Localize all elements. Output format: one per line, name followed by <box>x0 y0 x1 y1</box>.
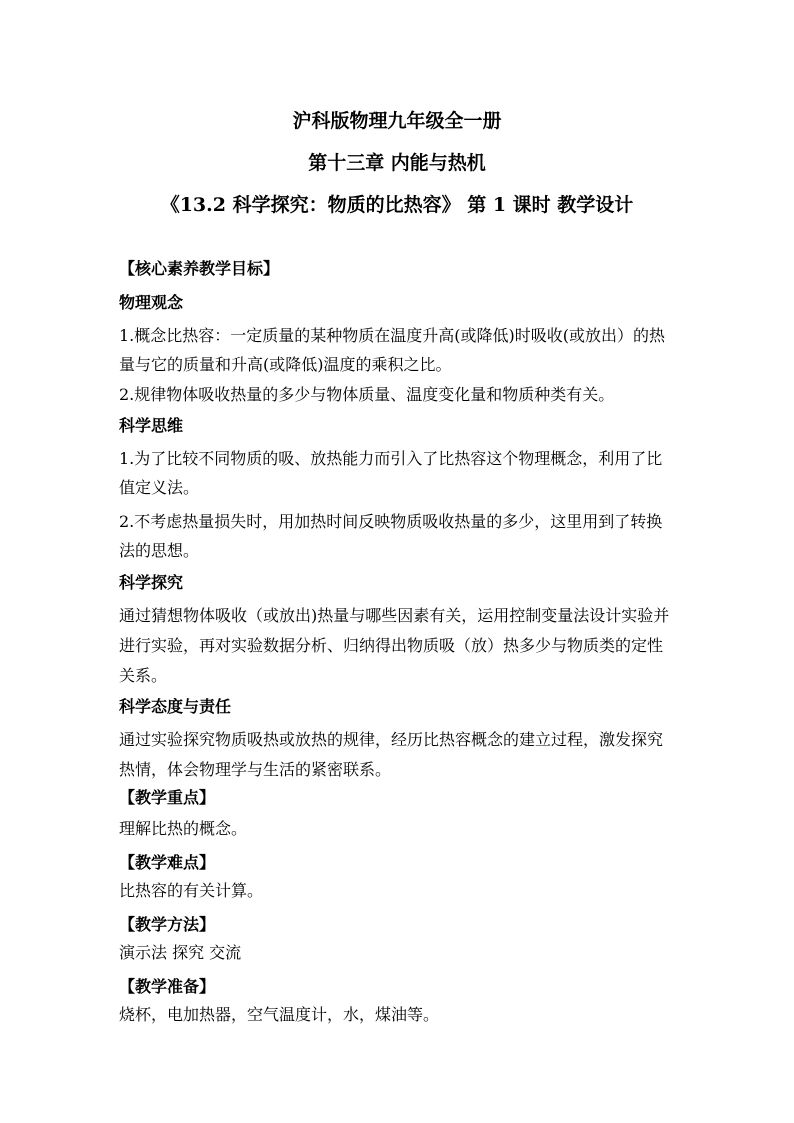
core-goals-heading: 【核心素养教学目标】 <box>119 259 280 278</box>
physics-concept-line-1: 1.概念比热容：一定质量的某种物质在温度升高(或降低)时吸收(或放出）的热 <box>119 326 665 345</box>
science-inquiry-heading: 科学探究 <box>119 573 184 592</box>
science-thinking-line-1: 1.为了比较不同物质的吸、放热能力而引入了比热容这个物理概念，利用了比 <box>119 449 663 468</box>
physics-concept-heading: 物理观念 <box>119 293 184 312</box>
science-thinking-line-2: 值定义法。 <box>119 478 200 497</box>
preparation-heading: 【教学准备】 <box>119 977 216 996</box>
science-inquiry-line-2: 进行实验，再对实验数据分析、归纳得出物质吸（放）热多少与物质类的定性 <box>119 636 664 655</box>
chapter-title: 第十三章 内能与热机 <box>308 152 486 174</box>
key-point-heading: 【教学重点】 <box>119 788 216 807</box>
book-title: 沪科版物理九年级全一册 <box>292 110 502 132</box>
physics-concept-line-2: 量与它的质量和升高(或降低)温度的乘积之比。 <box>119 355 452 374</box>
key-point-text: 理解比热的概念。 <box>119 819 248 838</box>
method-heading: 【教学方法】 <box>119 915 216 934</box>
difficulty-text: 比热容的有关计算。 <box>119 881 264 900</box>
attitude-line-1: 通过实验探究物质吸热或放热的规律，经历比热容概念的建立过程，激发探究 <box>119 730 664 749</box>
science-thinking-heading: 科学思维 <box>119 416 184 435</box>
preparation-text: 烧杯，电加热器，空气温度计，水，煤油等。 <box>119 1005 440 1024</box>
physics-concept-line-3: 2.规律物体吸收热量的多少与物体质量、温度变化量和物质种类有关。 <box>119 385 615 404</box>
method-text: 演示法 探究 交流 <box>119 943 242 962</box>
science-inquiry-line-3: 关系。 <box>119 666 168 685</box>
difficulty-heading: 【教学难点】 <box>119 853 216 872</box>
science-thinking-line-4: 法的思想。 <box>119 541 200 560</box>
lesson-title: 《13.2 科学探究：物质的比热容》 第 1 课时 教学设计 <box>160 194 634 216</box>
science-inquiry-line-1: 通过猜想物体吸收（或放出)热量与哪些因素有关，运用控制变量法设计实验并 <box>119 606 670 625</box>
attitude-heading: 科学态度与责任 <box>119 697 232 716</box>
attitude-line-2: 热情，体会物理学与生活的紧密联系。 <box>119 760 392 779</box>
science-thinking-line-3: 2.不考虑热量损失时，用加热时间反映物质吸收热量的多少，这里用到了转换 <box>119 512 663 531</box>
